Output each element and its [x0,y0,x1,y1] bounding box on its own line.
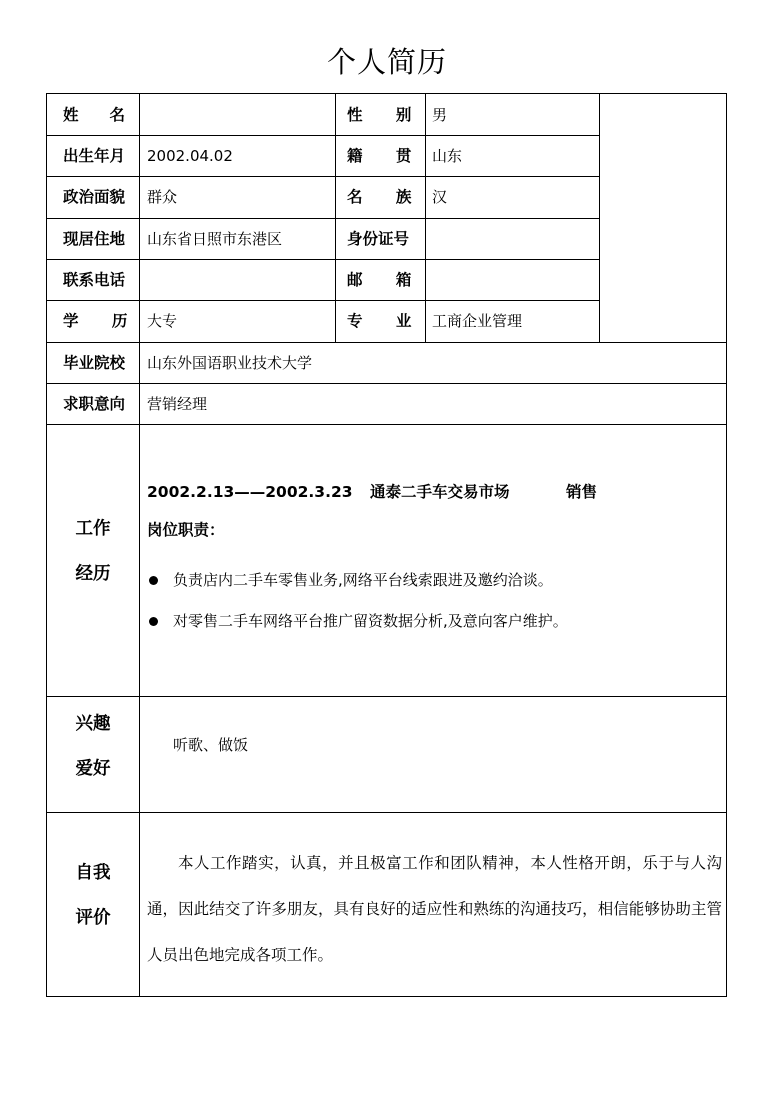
hobbies-label: 兴趣 爱好 [75,714,111,779]
work-company: 通泰二手车交易市场 [370,483,510,501]
divider [47,176,599,177]
divider [47,696,726,697]
origin-label: 籍 贯 [347,147,412,165]
objective-label: 求职意向 [63,395,126,413]
self-eval-text: 本人工作踏实，认真，并且极富工作和团队精神，本人性格开朗，乐于与人沟通，因此结交了许多朋友，具有良好的适应性和熟练的沟通技巧，相信能够协助主管人员出色地完成各项工作。 [147,854,722,964]
duty-item: 负责店内二手车零售业务,网络平台线索跟进及邀约洽谈。 [173,571,553,589]
birth-value: 2002.04.02 [147,147,233,165]
major-label: 专 业 [347,312,412,330]
politics-label: 政治面貌 [63,188,126,206]
birth-label: 出生年月 [63,147,126,165]
gender-value: 男 [432,106,448,124]
duties-title: 岗位职责： [147,521,225,539]
divider [599,94,600,342]
divider [47,259,599,260]
politics-value: 群众 [147,188,178,206]
work-position: 销售 [566,483,598,501]
divider [47,300,599,301]
objective-value: 营销经理 [147,395,208,413]
work-label: 工作 经历 [75,519,111,584]
education-value: 大专 [147,312,178,330]
education-label: 学 历 [63,312,128,330]
ethnicity-value: 汉 [432,188,448,206]
school-value: 山东外国语职业技术大学 [147,354,313,372]
divider [47,218,599,219]
divider [47,812,726,813]
page-title: 个人简历 [326,45,447,79]
major-value: 工商企业管理 [432,312,523,330]
divider [139,94,140,997]
hobbies-value: 听歌、做饭 [173,736,249,754]
name-label: 姓 名 [63,106,125,124]
work-period: 2002.2.13——2002.3.23 [147,483,353,501]
divider [47,383,726,384]
resume-table [46,93,727,997]
id-label: 身份证号 [347,230,410,248]
phone-label: 联系电话 [63,271,126,289]
address-value: 山东省日照市东港区 [147,230,283,248]
email-label: 邮 箱 [347,271,412,289]
gender-label: 性 别 [347,106,412,124]
origin-value: 山东 [432,147,463,165]
address-label: 现居住地 [63,230,126,248]
divider [47,424,726,425]
divider [47,135,599,136]
label-part: 名 [109,106,125,124]
ethnicity-label: 名 族 [347,188,412,206]
divider [47,342,726,343]
school-label: 毕业院校 [63,354,126,372]
self-eval-label: 自我 评价 [75,863,111,928]
bullet-icon [149,617,158,626]
bullet-icon [149,576,158,585]
duty-item: 对零售二手车网络平台推广留资数据分析,及意向客户维护。 [173,612,568,630]
